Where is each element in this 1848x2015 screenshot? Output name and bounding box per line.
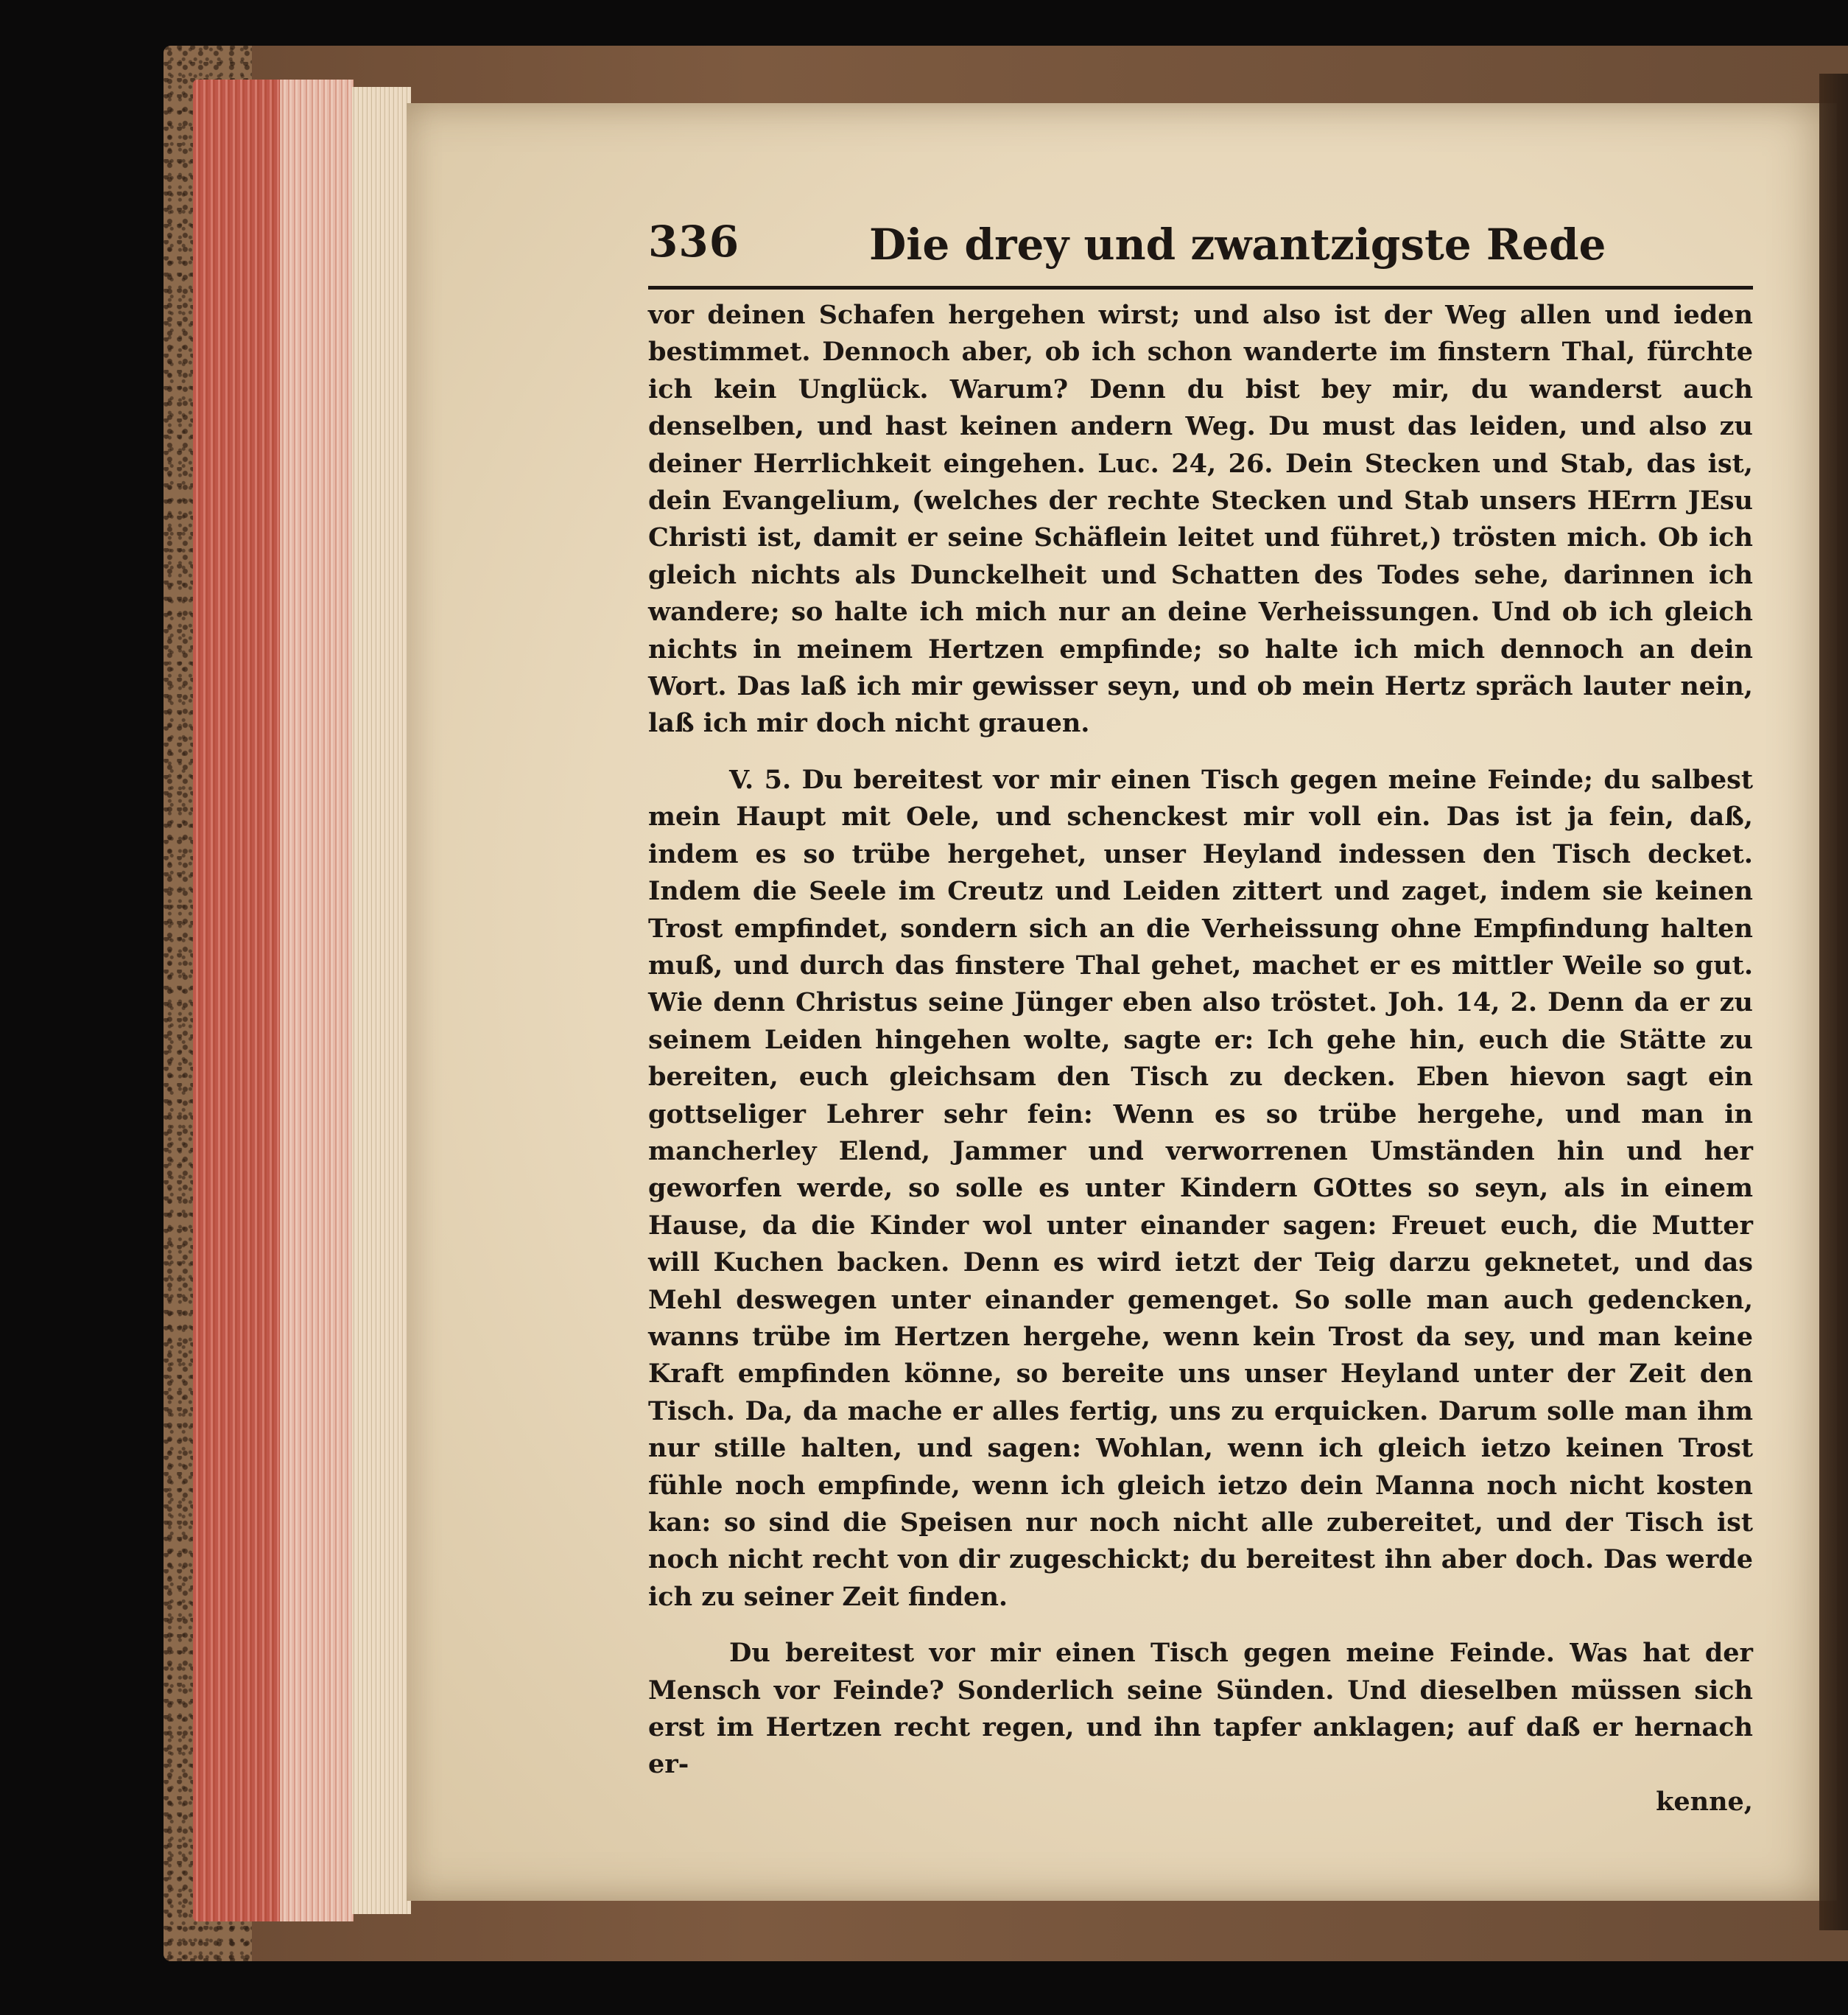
paragraph-3: Du bereitest vor mir einen Tisch gegen meine Feinde. Was hat der Mensch vor Feinde? Sonderlich seine Sünden. Und dieselben müssen sich erst im Hertzen recht regen, und ihn tapfer anklagen; auf daß er hernach er- [648, 1638, 1753, 1780]
page-number: 336 [648, 217, 740, 267]
page-header [648, 214, 1753, 280]
paragraph-1: vor deinen Schafen hergehen wirst; und also ist der Weg allen und ieden bestimmet. Dennoch aber, ob ich schon wanderte im finstern Thal, fürchte ich kein Unglück. Warum? Denn du bist bey mir, du wanderst auch denselben, und hast keinen andern Weg. Du must das leiden, und also zu deiner Herrlichkeit eingehen. Luc. 24, 26. Dein Stecken und Stab, das ist, dein Evangelium, (welches der rechte Stecken und Stab unsers HErrn JEsu Christi ist, damit er seine Schäflein leitet und führet,) trösten mich. Ob ich gleich nichts als Dunckelheit und Schatten des Todes sehe, darinnen ich wandere; so halte ich mich nur an deine Verheissungen. Und ob ich gleich nichts in meinem Hertzen empfinde; so halte ich mich dennoch an dein Wort. Das laß ich mir gewisser seyn, und ob mein Hertz spräch lauter nein, laß ich mir doch nicht grauen. [648, 300, 1753, 739]
catchword: kenne, [1656, 1786, 1753, 1817]
red-page-edges [193, 80, 281, 1921]
book-gutter [1819, 74, 1848, 1930]
running-title: Die drey und zwantzigste Rede [869, 220, 1606, 270]
pink-page-edges [280, 80, 354, 1921]
paragraph-2: V. 5. Du bereitest vor mir einen Tisch gegen meine Feinde; du salbest mein Haupt mit Oele, und schenckest mir voll ein. Das ist ja fein, daß, indem es so trübe hergehet, unser Heyland indessen den Tisch decket. Indem die Seele im Creutz und Leiden zittert und zaget, indem sie keinen Trost empfindet, sondern sich an die Verheissung ohne Empfindung halten muß, und durch das finstere Thal gehet, machet er es mittler Weile so gut. Wie denn Christus seine Jünger eben also tröstet. Joh. 14, 2. Denn da er zu seinem Leiden hingehen wolte, sagte er: Ich gehe hin, euch die Stätte zu bereiten, euch gleichsam den Tisch zu decken. Eben hievon sagt ein gottseliger Lehrer sehr fein: Wenn es so trübe hergehe, und man in mancherley Elend, Jammer und verworrenen Umständen hin und her geworfen werde, so solle es unter Kindern GOttes so seyn, als in einem Hause, da die Kinder wol unter einander sagen: Freuet euch, die Mutter will Kuchen backen. Denn es wird ietzt der Teig darzu geknetet, und das Mehl deswegen unter einander gemenget. So solle man auch gedencken, wanns trübe im Hertzen hergehe, wenn kein Trost da sey, und man keine Kraft empfinden könne, so bereite uns unser Heyland unter der Zeit den Tisch. Da, da mache er alles fertig, uns zu erquicken. Darum solle man ihm nur stille halten, und sagen: Wohlan, wenn ich gleich ietzo keinen Trost fühle noch empfinde, wenn ich gleich ietzo dein Manna noch nicht kosten kan: so sind die Speisen nur noch nicht alle zubereitet, und der Tisch ist noch nicht recht von dir zugeschickt; du bereitest ihn aber doch. Das werde ich zu seiner Zeit finden. [648, 764, 1753, 1612]
page-stack-edges [352, 87, 411, 1914]
page-text-block [648, 214, 1753, 1820]
header-rule [648, 286, 1753, 290]
